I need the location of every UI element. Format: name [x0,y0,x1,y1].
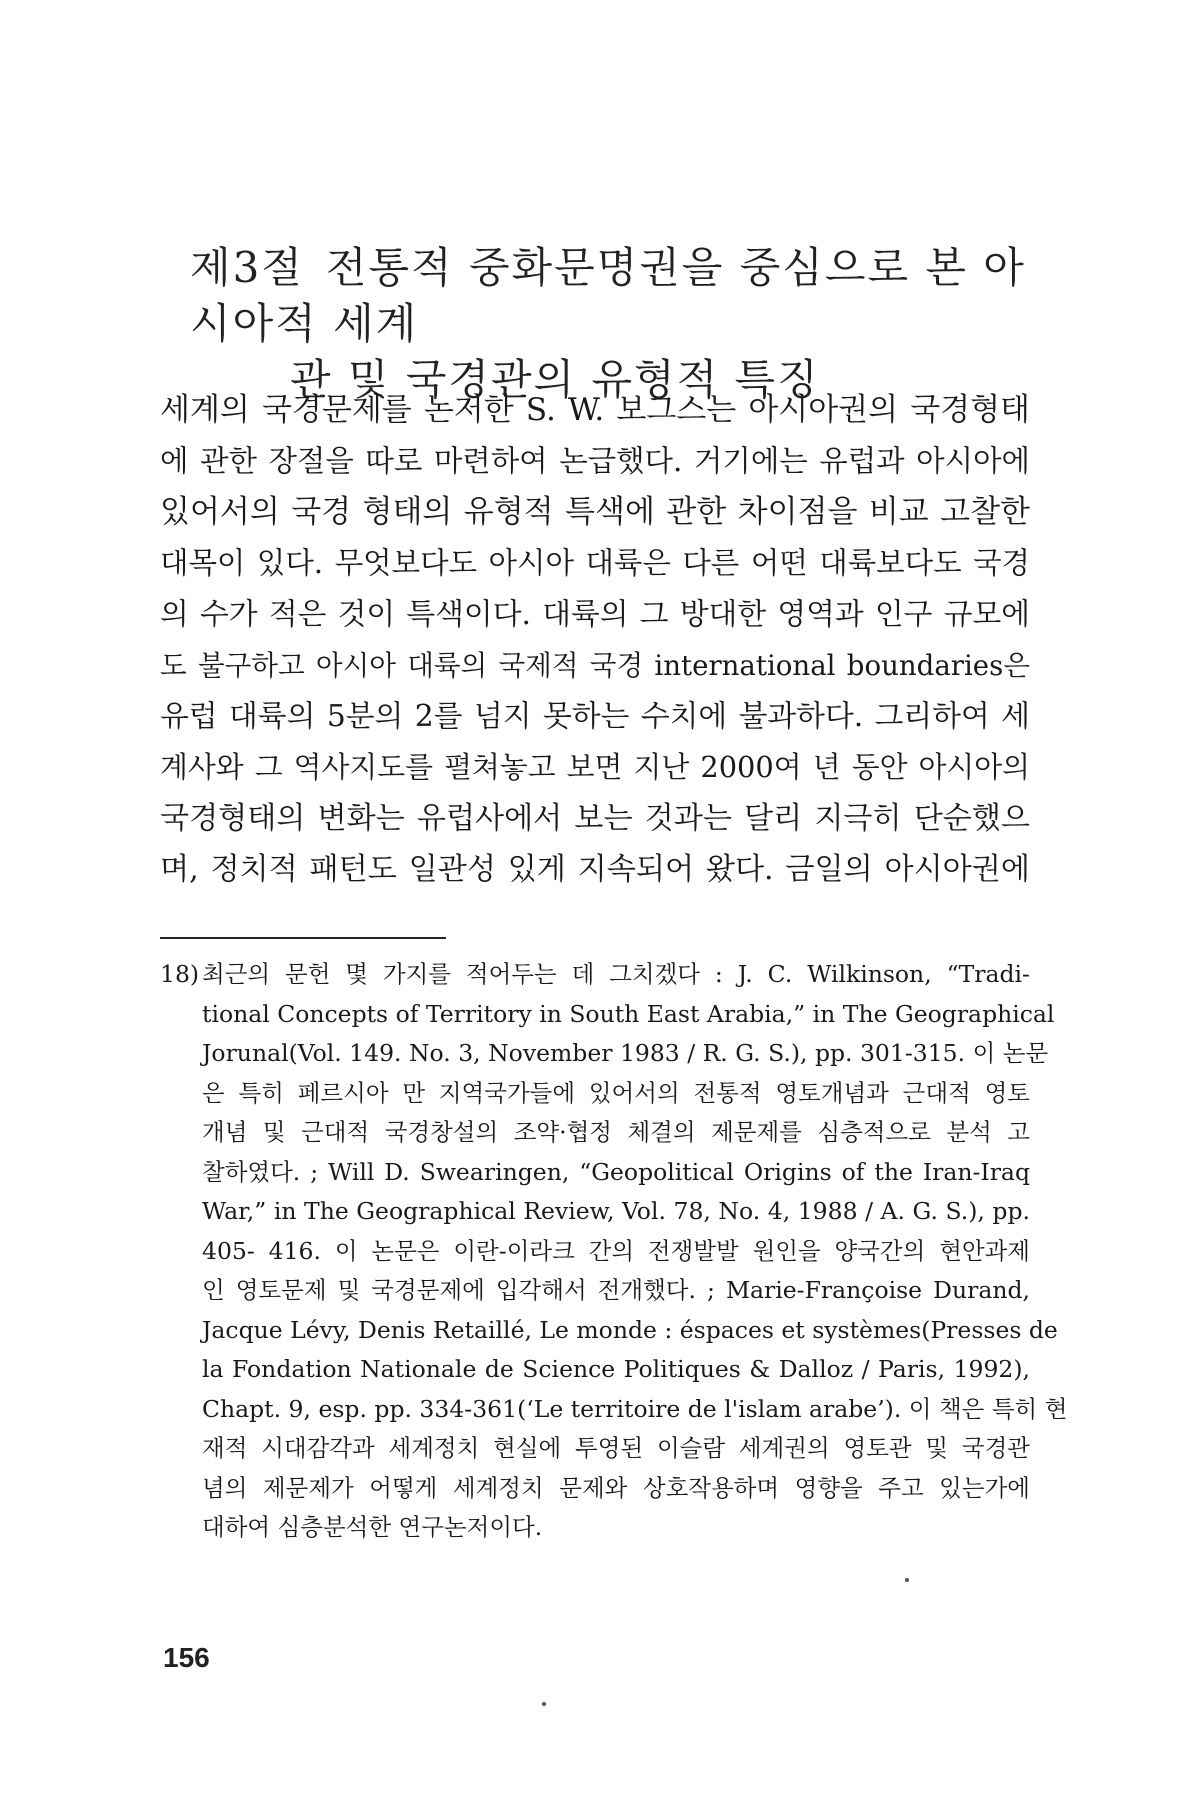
body-line: 국경형태의 변화는 유럽사에서 보는 것과는 달리 지극히 단순했으 [160,801,1030,836]
footnote-line: Jorunal(Vol. 149. No. 3, November 1983 / R. G. S.), pp. 301-315. 이 논문 [202,1039,1049,1067]
body-line: 있어서의 국경 형태의 유형적 특색에 관한 차이점을 비교 고찰한 [160,494,1030,530]
footnote-number: 18) [160,960,200,988]
footnote-line: la Fondation Nationale de Science Politiques & Dalloz / Paris, 1992), [202,1355,1030,1383]
body-line: 계사와 그 역사지도를 펼쳐놓고 보면 지난 2000여 년 동안 아시아의 [160,750,1030,784]
body-line: 며, 정치적 패턴도 일관성 있게 지속되어 왔다. 금일의 아시아권에 [160,852,1030,887]
body-line: 유럽 대륙의 5분의 2를 넘지 못하는 수치에 불과하다. 그리하여 세 [160,699,1030,734]
section-heading [190,240,1040,408]
body-line: 도 불구하고 아시아 대륙의 국제적 국경 international boundaries은 [160,649,1030,682]
footnote-body [160,955,1068,1548]
footnote-line: Jacque Lévy, Denis Retaillé, Le monde : éspaces et systèmes(Presses de [202,1315,1058,1344]
footnote-line: 인 영토문제 및 국경문제에 입각해서 전개했다. ; Marie-Françoise Durand, [202,1276,1030,1304]
heading-title-line-2: 관 및 국경관의 유형적 특징 [290,355,820,404]
heading-title-line-1: 전통적 중화문명권을 중심으로 본 아시아적 세계 [190,243,1026,348]
body-line: 대목이 있다. 무엇보다도 아시아 대륙은 다른 어떤 대륙보다도 국경 [160,546,1030,580]
footnote-line: 최근의 문헌 몇 가지를 적어두는 데 그치겠다 : J. C. Wilkinson, “Tradi- [202,960,1030,988]
footnote [160,955,1068,1548]
footnote-line: tional Concepts of Territory in South East Arabia,” in The Geographical [202,999,1055,1028]
footnote-line: 은 특히 페르시아 만 지역국가들에 있어서의 전통적 영토개념과 근대적 영토 [202,1078,1030,1107]
footnote-line: Chapt. 9, esp. pp. 334-361(‘Le territoire de l'islam arabe’). 이 책은 특히 현 [202,1394,1068,1423]
footnote-line: 찰하였다. ; Will D. Swearingen, “Geopolitical Origins of the Iran-Iraq [202,1157,1030,1186]
footnote-line: War,” in The Geographical Review, Vol. 78, No. 4, 1988 / A. G. S.), pp. [202,1197,1030,1225]
body-line: 세계의 국경문제를 논저한 S. W. 보그스는 아시아권의 국경형태 [160,392,1030,428]
body-line: 에 관한 장절을 따로 마련하여 논급했다. 거기에는 유럽과 아시아에 [160,444,1030,478]
heading-line-1 [190,240,1040,352]
page-number: 156 [163,1642,210,1673]
footnote-divider [160,937,446,939]
body-line: 의 수가 적은 것이 특색이다. 대륙의 그 방대한 영역과 인구 규모에 [160,597,1030,632]
footnote-line: 대하여 심층분석한 연구논저이다. [202,1513,543,1541]
footnote-line: 405- 416. 이 논문은 이란-이라크 간의 전쟁발발 원인을 양국간의 현안과제 [202,1236,1030,1265]
footnote-line: 개념 및 근대적 국경창설의 조약·협정 체결의 제문제를 심층적으로 분석 고 [202,1118,1030,1146]
footnote-line: 념의 제문제가 어떻게 세계정치 문제와 상호작용하며 영향을 주고 있는가에 [202,1473,1030,1502]
footnote-line: 재적 시대감각과 세계정치 현실에 투영된 이슬람 세계권의 영토관 및 국경관 [202,1434,1030,1462]
scan-speck [542,1702,546,1706]
body-paragraph [160,385,1030,895]
section-number: 제3절 [190,243,304,292]
scan-speck [905,1578,909,1582]
